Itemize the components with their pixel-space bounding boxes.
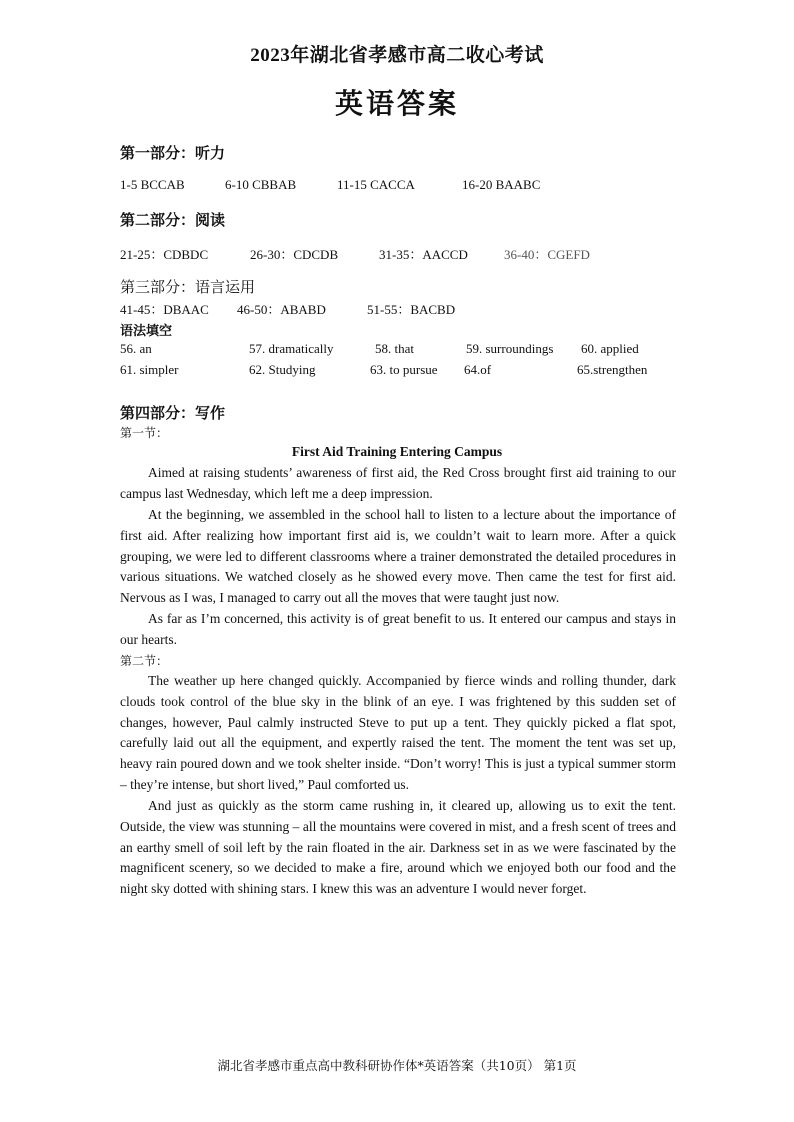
grammar-answer: 57. dramatically — [249, 341, 334, 356]
part2-heading: 第二部分：阅读 — [120, 211, 226, 229]
part3-heading: 第三部分：语言运用 — [120, 278, 256, 296]
essay-title: First Aid Training Entering Campus — [291, 444, 503, 459]
answer-group: 41-45：DBAAC — [120, 302, 209, 317]
story-paragraph: The weather up here changed quickly. Accompanied by fierce winds and rolling thunder, dark clouds took control of the blue sky in the blink of an eye. I was frightened by this sudden set of changes, however, Paul calmly instructed Steve to put up a tent. They quickly picked a flat spot, carefully laid out all the equipment, and expertly raised the tent. The moment the tent was set up, heavy rain poured down and we took shelter inside. “Don’t worry! This is just a typical summer storm – they’re intense, but short lived,” Paul comforted us. — [120, 673, 676, 792]
essay-paragraph: At the beginning, we assembled in the school hall to listen to a lecture about the importance of first aid. After realizing how important first aid is, we couldn’t wait to learn more. After a quick grouping, we were led to different classrooms where a trainer demonstrated the detailed procedures in various situations. We watched closely as he showed every move. Then came the test for first aid. Nervous as I was, I managed to carry out all the moves that were taught just now. — [120, 507, 676, 606]
exam-title: 2023年湖北省孝感市高二收心考试 — [250, 45, 544, 66]
grammar-heading: 语法填空 — [120, 324, 173, 339]
grammar-answer: 56. an — [120, 341, 152, 356]
answer-group: 6-10 CBBAB — [225, 177, 297, 192]
essay-paragraph: Aimed at raising students’ awareness of first aid, the Red Cross brought first aid training to our campus last Wednesday, which left me a deep impression. — [120, 465, 676, 501]
section2-label: 第二节： — [120, 654, 169, 668]
section1-label: 第一节： — [120, 426, 169, 440]
answer-group: 16-20 BAABC — [462, 177, 541, 192]
answer-group: 21-25：CDBDC — [120, 247, 209, 262]
answer-group: 51-55：BACBD — [367, 302, 456, 317]
answer-group: 31-35：AACCD — [379, 247, 468, 262]
part3-answers — [0, 299, 794, 319]
document-title: 英语答案 — [334, 87, 459, 120]
grammar-answer: 61. simpler — [120, 362, 179, 377]
page-footer: 湖北省孝感市重点高中教科研协作体*英语答案（共10页） 第1页 — [217, 1058, 577, 1073]
grammar-answer: 64.of — [464, 362, 492, 377]
grammar-row-2 — [0, 362, 794, 382]
answer-group: 1-5 BCCAB — [120, 177, 185, 192]
grammar-answer: 62. Studying — [249, 362, 316, 377]
grammar-answer: 63. to pursue — [370, 362, 438, 377]
grammar-answer: 60. applied — [581, 341, 639, 356]
part2-answers — [0, 244, 794, 264]
part1-heading: 第一部分：听力 — [120, 144, 226, 162]
answer-group: 46-50：ABABD — [237, 302, 326, 317]
grammar-answer: 58. that — [375, 341, 414, 356]
answer-group: 11-15 CACCA — [337, 177, 415, 192]
answer-group: 36-40：CGEFD — [504, 247, 590, 262]
essay-paragraph: As far as I’m concerned, this activity is of great benefit to us. It entered our campus and stays in our hearts. — [120, 611, 676, 647]
grammar-row-1 — [0, 341, 794, 361]
part1-answers — [0, 177, 794, 197]
part4-heading: 第四部分：写作 — [120, 404, 226, 422]
grammar-answer: 65.strengthen — [577, 362, 648, 377]
answer-group: 26-30：CDCDB — [250, 247, 339, 262]
story-paragraph: And just as quickly as the storm came rushing in, it cleared up, allowing us to exit the tent. Outside, the view was stunning – all the mountains were covered in mist, and a fresh scent of trees and an earthy smell of soil left by the rain floated in the air. Darkness set in as we were fascinated by the magnificent scenery, so we decided to make a fire, around which we enjoyed both our food and the night sky dotted with shining stars. I knew this was an adventure I would never forget. — [120, 798, 676, 897]
grammar-answer: 59. surroundings — [466, 341, 554, 356]
